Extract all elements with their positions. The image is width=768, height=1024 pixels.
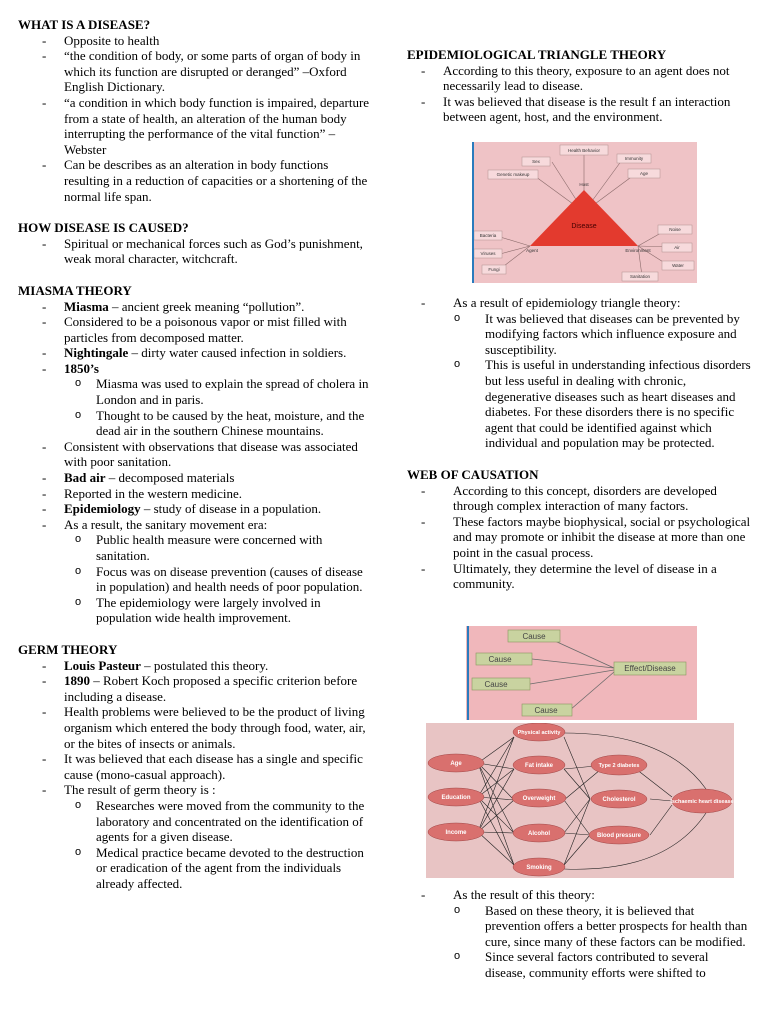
- sub-list-item: o Miasma was used to explain the spread of cholera in London and in paris.: [18, 376, 370, 407]
- svg-text:Alcohol: Alcohol: [528, 831, 550, 837]
- list-item: - “the condition of body, or some parts of organ of body in which its function are disrupted or deranged” –Oxford English Dictionary.: [18, 48, 370, 95]
- label-health-behavior: Health Behavior: [567, 148, 601, 153]
- list-item: - Spiritual or mechanical forces such as God’s punishment, weak moral character, witchcraft.: [18, 236, 370, 267]
- label-immunity: Immunity: [624, 156, 644, 161]
- list-item: - Considered to be a poisonous vapor or mist filled with particles from decomposed matter.: [18, 314, 370, 345]
- label-water: Water: [672, 263, 684, 268]
- label-sanitation: Sanitation: [629, 274, 651, 279]
- list-item: - According to this concept, disorders are developed through complex interaction of many factors.: [397, 483, 752, 514]
- sub-list-item: o Medical practice became devoted to the destruction or eradication of the agent from the individuals already affected.: [18, 845, 370, 892]
- sub-list-item: o Focus was on disease prevention (causes of disease in population) and health needs of poor population.: [18, 564, 370, 595]
- list-item: - Miasma – ancient greek meaning “pollution”.: [18, 299, 370, 315]
- web-of-causation-figure: [426, 723, 734, 878]
- label-bacteria: Bacteria: [479, 233, 497, 238]
- sub-list-item: o Researches were moved from the community to the laboratory and concentrated on the identification of agents for a given disease.: [18, 798, 370, 845]
- label-genetic-makeup: Genetic makeup: [496, 172, 530, 177]
- web-result-list: [397, 887, 752, 981]
- label-sex: Sex: [532, 159, 540, 164]
- label-age: Age: [639, 171, 649, 176]
- node-ischaemic-label: Ischaemic heart disease: [670, 799, 734, 805]
- label-air: Air: [674, 245, 680, 250]
- epi-list: [397, 63, 752, 125]
- list-item: - Ultimately, they determine the level of disease in a community.: [397, 561, 752, 592]
- triangle-center-label: Disease: [571, 223, 597, 230]
- list-item: - It was believed that each disease has a single and specific cause (mono-casual approach).: [18, 751, 370, 782]
- list-item: - It was believed that disease is the result f an interaction between agent, host, and the environment.: [397, 94, 752, 125]
- physical-activity-text: Physical activity: [517, 730, 561, 736]
- heading-germ-theory: GERM THEORY: [18, 641, 118, 657]
- svg-text:Overweight: Overweight: [522, 796, 556, 802]
- list-item: - The result of germ theory is :: [18, 782, 370, 798]
- list-item: - As a result, the sanitary movement era:: [18, 517, 370, 533]
- list-item: - These factors maybe biophysical, social or psychological and may promote or inhibit the disease at more than one point in the casual process.: [397, 514, 752, 561]
- disease-list: [18, 33, 370, 205]
- vertex-host: Host: [579, 182, 589, 187]
- sub-list-item: o Based on these theory, it is believed that prevention offers a better prospects for health than cure, since many of these factors can be modified.: [397, 903, 752, 950]
- heading-how-disease-caused: HOW DISEASE IS CAUSED?: [18, 220, 189, 236]
- sub-list-item: o Public health measure were concerned with sanitation.: [18, 532, 370, 563]
- list-item: - “a condition in which body function is impaired, departure from a state of health, an alteration of the human body interrupting the performance of the vital function” –Webster: [18, 95, 370, 157]
- sub-list-item: o This is useful in understanding infectious disorders but less useful in dealing with chronic, degenerative diseases such as heart diseases and diabetes. For these disorders there is no specific agent that could be identified against which individual and population may be protected.: [397, 357, 752, 451]
- node-physical-activity-label: [518, 730, 562, 736]
- sub-list-item: o Thought to be caused by the heat, moisture, and the dead air in the southern Chinese mountains.: [18, 408, 370, 439]
- web-result-block: [397, 887, 752, 981]
- label-viruses: Viruses: [480, 251, 496, 256]
- list-item: - Opposite to health: [18, 33, 370, 49]
- heading-epidemiological-triangle: EPIDEMIOLOGICAL TRIANGLE THEORY: [407, 47, 667, 62]
- list-item: - As a result of epidemiology triangle theory:: [397, 295, 752, 311]
- label-fungi: Fungi: [488, 267, 500, 272]
- epi-result-list: [397, 295, 752, 451]
- list-item: - Louis Pasteur – postulated this theory.: [18, 658, 370, 674]
- left-column: [18, 17, 370, 891]
- sub-list-item: o It was believed that diseases can be prevented by modifying factors which influence exposure and susceptibility.: [397, 311, 752, 358]
- svg-text:Age: Age: [450, 761, 462, 767]
- miasma-list: [18, 299, 370, 626]
- list-item: - Can be describes as an alteration in body functions resulting in a reduction of capacities or a shortening of the normal life span.: [18, 157, 370, 204]
- sub-list-item: o The epidemiology were largely involved in population wide health improvement.: [18, 595, 370, 626]
- germ-list: [18, 658, 370, 892]
- list-item: - 1850’s: [18, 361, 370, 377]
- list-item: - Bad air – decomposed materials: [18, 470, 370, 486]
- cause-label: Cause: [534, 706, 558, 715]
- right-column: [407, 47, 752, 125]
- list-item: - Health problems were believed to be the product of living organism which entered the body through food, water, air, or the bites of insects or animals.: [18, 704, 370, 751]
- cause-effect-figure: [466, 626, 697, 720]
- web-list: [397, 483, 752, 592]
- epi-result-block: [397, 295, 752, 592]
- cause-label: Cause: [522, 632, 546, 641]
- list-item: - 1890 – Robert Koch proposed a specific criterion before including a disease.: [18, 673, 370, 704]
- vertex-environment: Environment: [625, 248, 651, 253]
- heading-what-is-disease: WHAT IS A DISEASE?: [18, 17, 151, 32]
- svg-text:Cholesterol: Cholesterol: [602, 797, 636, 803]
- heading-web-of-causation: WEB OF CAUSATION: [407, 466, 539, 482]
- effect-label: Effect/Disease: [624, 664, 676, 673]
- cause-list: [18, 236, 370, 267]
- cause-label: Cause: [484, 680, 508, 689]
- node-type-2-diabetes-label: Type 2 diabetes: [598, 763, 640, 769]
- vertex-agent: Agent: [526, 248, 538, 253]
- list-item: - According to this theory, exposure to an agent does not necessarily lead to disease.: [397, 63, 752, 94]
- list-item: - Epidemiology – study of disease in a population.: [18, 501, 370, 517]
- list-item: - Consistent with observations that disease was associated with poor sanitation.: [18, 439, 370, 470]
- list-item: - Reported in the western medicine.: [18, 486, 370, 502]
- svg-text:Fat intake: Fat intake: [524, 763, 554, 769]
- svg-text:Income: Income: [445, 830, 467, 836]
- svg-text:Education: Education: [441, 795, 471, 801]
- list-item: - As the result of this theory:: [397, 887, 752, 903]
- svg-text:Smoking: Smoking: [526, 865, 552, 871]
- cause-label: Cause: [488, 655, 512, 664]
- svg-text:Blood pressure: Blood pressure: [596, 833, 642, 839]
- epidemiological-triangle-figure: [472, 142, 697, 283]
- sub-list-item: o Since several factors contributed to several disease, community efforts were shifted to: [397, 949, 752, 980]
- list-item: - Nightingale – dirty water caused infection in soldiers.: [18, 345, 370, 361]
- label-noise: Noise: [669, 227, 681, 232]
- heading-miasma-theory: MIASMA THEORY: [18, 282, 132, 298]
